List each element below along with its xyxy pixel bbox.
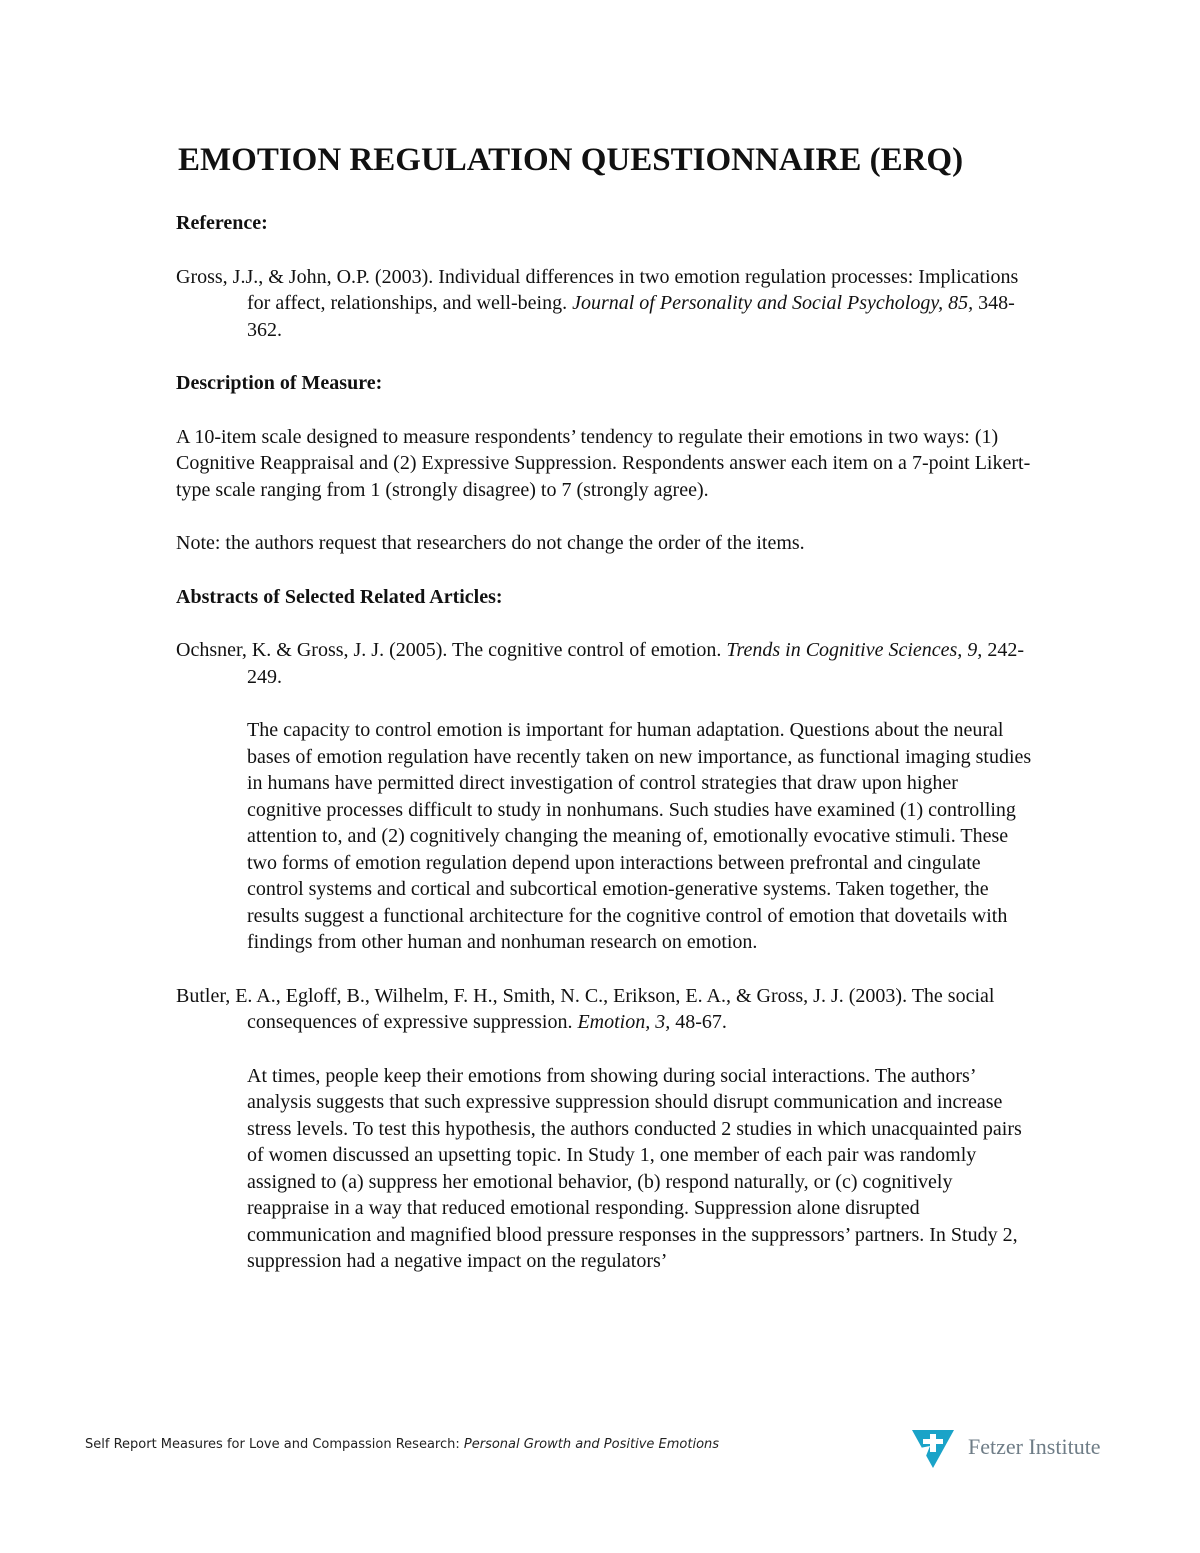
page-title: EMOTION REGULATION QUESTIONNAIRE (ERQ) [178,142,964,178]
document-body [176,210,1036,1275]
description-heading: Description of Measure: [176,372,383,394]
citation-text: Butler, E. A., Egloff, B., Wilhelm, F. H., Smith, N. C., Erikson, E. A., & Gross, J. J. (2003). The social consequences of expressive suppression. [176,984,995,1033]
fetzer-logo [908,1426,1138,1470]
footer-text: Self Report Measures for Love and Compassion Research: [85,1437,464,1452]
citation-text: Ochsner, K. & Gross, J. J. (2005). The cognitive control of emotion. [176,639,727,661]
description-text: A 10-item scale designed to measure respondents’ tendency to regulate their emotions in two ways: (1) Cognitive Reappraisal and (2) Expressive Suppression. Respondents answer each item on a 7-point Likert-type scale ranging from 1 (strongly disagree) to 7 (strongly agree). [176,425,1031,501]
citation-journal: Emotion, 3, [577,1011,671,1033]
page-footer [85,1435,845,1455]
description-note: Note: the authors request that researchers do not change the order of the items. [176,532,805,554]
citation-pages: 48-67. [670,1011,727,1033]
citation-journal: Journal of Personality and Social Psychology, 85, [572,292,974,314]
logo-text: Fetzer Institute [968,1434,1101,1459]
article-abstract: The capacity to control emotion is important for human adaptation. Questions about the neural bases of emotion regulation have recently taken on new importance, as functional imaging studies in humans have permitted direct investigation of control strategies that draw upon higher cognitive processes difficult to study in nonhumans. Such studies have examined (1) controlling attention to, and (2) cognitively changing the meaning of, emotionally evocative stimuli. These two forms of emotion regulation depend upon interactions between prefrontal and cingulate control systems and cortical and subcortical emotion-generative systems. Taken together, the results suggest a functional architecture for the cognitive control of emotion that dovetails with findings from other human and nonhuman research on emotion. [247,719,1032,953]
fetzer-logo-mark-icon [908,1426,958,1470]
citation-journal: Trends in Cognitive Sciences, 9, [726,639,983,661]
citation-pages: 242-249. [247,639,1024,688]
abstracts-heading: Abstracts of Selected Related Articles: [176,585,503,608]
citation-text: Gross, J.J., & John, O.P. (2003). Individual differences in two emotion regulation processes: Implications for affect, relationships, and well-being. [176,265,1019,314]
reference-heading: Reference: [176,212,268,234]
reference-citation [176,264,1036,344]
article-abstract: At times, people keep their emotions from showing during social interactions. The authors’ analysis suggests that such expressive suppression should disrupt communication and increase stress levels. To test this hypothesis, the authors conducted 2 studies in which unacquainted pairs of women discussed an upsetting topic. In Study 1, one member of each pair was randomly assigned to (a) suppress her emotional behavior, (b) respond naturally, or (c) cognitively reappraise in a way that reduced emotional responding. Suppression alone disrupted communication and magnified blood pressure responses in the suppressors’ partners. In Study 2, suppression had a negative impact on the regulators’ [247,1064,1022,1272]
footer-italic-text: Personal Growth and Positive Emotions [463,1437,720,1452]
article-citation [176,983,1036,1036]
citation-pages: 348-362. [247,292,1015,341]
article-citation [176,637,1036,690]
